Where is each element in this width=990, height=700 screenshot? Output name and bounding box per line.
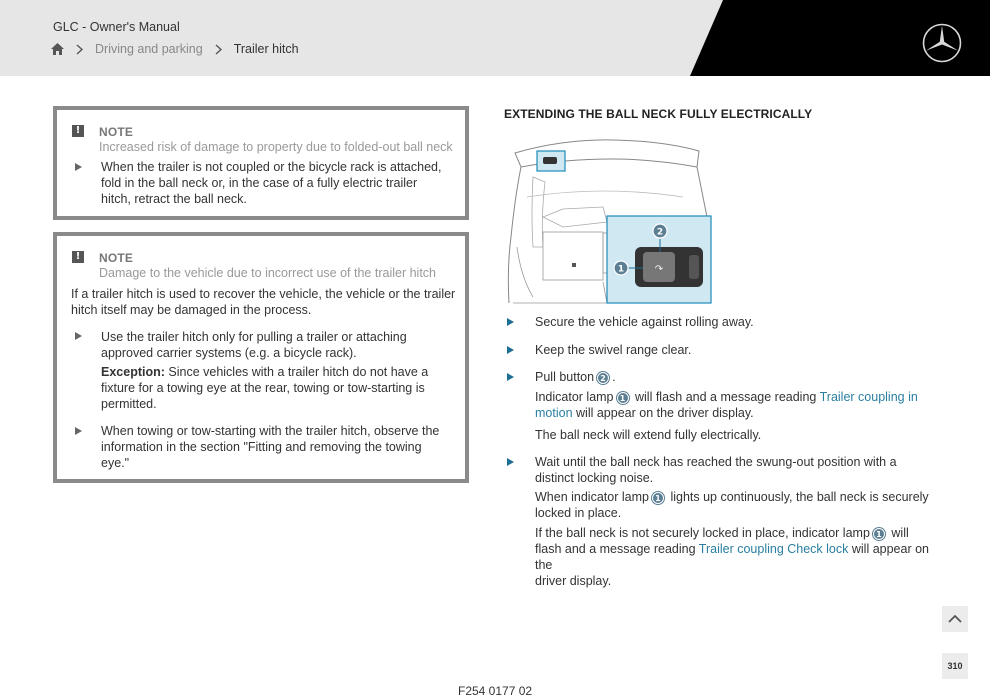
callout-1-badge: 1 — [873, 528, 885, 540]
note-intro-text: If a trailer hitch is used to recover the vehicle, the vehicle or the trailer hitch itself may be damaged in the process. — [71, 287, 456, 317]
note-step-text: When the trailer is not coupled or the bicycle rack is attached, fold in the ball neck or, in the case of a fully electric trailer hitch, retract the ball neck. — [101, 160, 442, 206]
tailgate-button-illustration — [503, 137, 713, 305]
chevron-right-icon — [215, 44, 222, 55]
manual-title: GLC - Owner's Manual — [53, 20, 180, 34]
note-step-text: Use the trailer hitch only for pulling a trailer or attaching approved carrier systems (e.g. a bicycle rack). — [101, 330, 407, 360]
mercedes-star-logo[interactable] — [921, 22, 963, 64]
not-locked-text: If the ball neck is not securely locked in place, indicator lamp 1 will flash and a message reading Trailer coupling Check lock will appear on the driver display. — [535, 526, 930, 588]
note-step-text: When towing or tow-starting with the trailer hitch, observe the information in the section "Fitting and removing the towing eye." — [101, 424, 440, 470]
indicator-lamp-text: Indicator lamp 1 will flash and a message reading Trailer coupling in motion will appear on the driver display. — [535, 390, 918, 420]
chevron-up-icon — [942, 606, 968, 632]
step-arrow-icon — [75, 163, 82, 171]
breadcrumb-trailer-hitch: Trailer hitch — [233, 42, 299, 56]
breadcrumb — [51, 42, 299, 56]
step-wait-locking: Wait until the ball neck has reached the swung-out position with a distinct locking noise. — [535, 455, 897, 485]
step-arrow-icon — [75, 427, 82, 435]
note-box-folded-ball-neck — [53, 106, 469, 220]
step-pull-button: Pull button 2 . — [535, 370, 616, 384]
callout-1-badge: 1 — [617, 392, 629, 404]
step-clear-range: Keep the swivel range clear. — [535, 343, 692, 357]
svg-text:2: 2 — [656, 227, 664, 238]
home-icon[interactable] — [51, 43, 64, 55]
trailer-coupling-in-motion-message: Trailer coupling in — [819, 390, 918, 404]
step-secure-vehicle: Secure the vehicle against rolling away. — [535, 315, 754, 329]
step-arrow-icon — [507, 318, 514, 326]
step-arrow-icon — [507, 346, 514, 354]
note-subtitle: Damage to the vehicle due to incorrect use of the trailer hitch — [99, 266, 436, 280]
lamp-lit-text: When indicator lamp 1 lights up continuously, the ball neck is securely locked in place. — [535, 490, 929, 520]
callout-2-badge: 2 — [597, 372, 609, 384]
trailer-coupling-check-lock-message: Trailer coupling Check lock — [698, 542, 849, 556]
exception-text: Exception: Since vehicles with a trailer hitch do not have a fixture for a towing eye at the rear, towing or tow-starting is permitted. — [101, 365, 429, 411]
callout-1-badge: 1 — [652, 492, 664, 504]
step-arrow-icon — [75, 332, 82, 340]
warning-icon: ! — [72, 251, 84, 263]
breadcrumb-driving-and-parking[interactable]: Driving and parking — [95, 42, 203, 56]
step-arrow-icon — [507, 373, 514, 381]
scroll-to-top-button[interactable] — [942, 606, 968, 632]
figure-code: F254 0177 02 — [458, 684, 533, 698]
page-number-button[interactable]: 310 — [942, 653, 968, 679]
svg-text:1: 1 — [617, 264, 625, 275]
note-subtitle: Increased risk of damage to property due to folded-out ball neck — [99, 140, 453, 154]
warning-icon: ! — [72, 125, 84, 137]
callout-2-icon — [653, 224, 667, 238]
svg-text:↷: ↷ — [654, 264, 664, 275]
note-title: NOTE — [99, 251, 134, 265]
note-title: NOTE — [99, 125, 134, 139]
step-arrow-icon — [507, 458, 514, 466]
extend-text: The ball neck will extend fully electrically. — [535, 428, 762, 442]
exception-label: Exception: — [101, 365, 165, 379]
chevron-right-icon — [76, 44, 83, 55]
note-box-incorrect-use — [53, 232, 469, 483]
section-title: EXTENDING THE BALL NECK FULLY ELECTRICALLY — [504, 107, 813, 121]
callout-1-icon — [614, 261, 628, 275]
